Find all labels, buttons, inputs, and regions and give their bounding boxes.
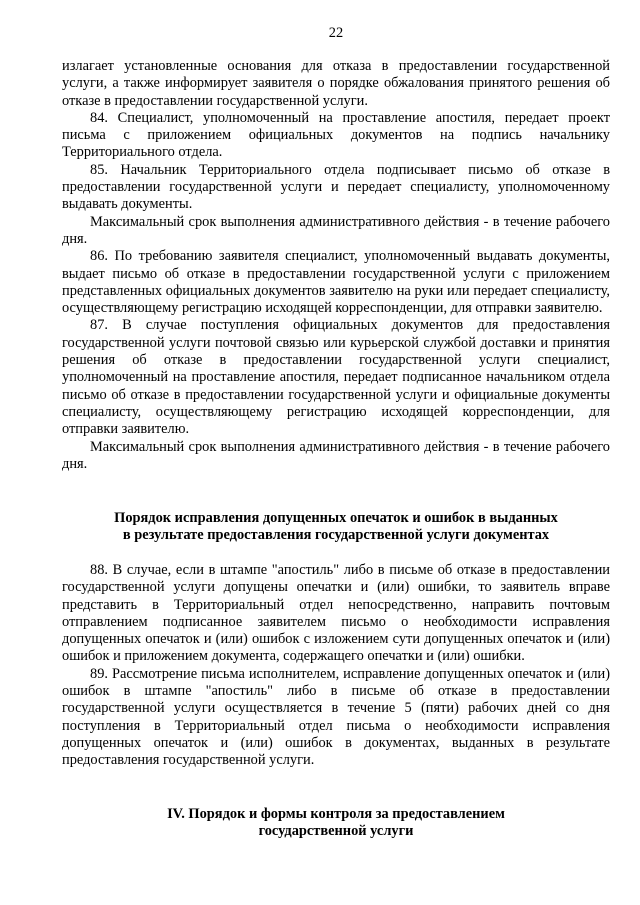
- paragraph-86: 86. По требованию заявителя специалист, уполномоченный выдавать документы, выдает письмо об отказе в предоставлении государственной услуги с приложением представленных официальных документов заявителю на руки или передает специалисту, осуществляющему регистрацию исходящей корреспонденции, для отправки заявителю.: [62, 248, 610, 317]
- paragraph-max-term: Максимальный срок выполнения административного действия - в течение рабочего дня.: [62, 213, 610, 247]
- paragraph-89: 89. Рассмотрение письма исполнителем, исправление допущенных опечаток и (или) ошибок в штампе "апостиль" либо в письме об отказе в предоставлении государственной услуги осуществляется в течение 5 (пяти) рабочих дней со дня поступления в Территориальный отдел письма о необходимости исправления допущенных опечаток и (или) ошибок в документах, выданных в результате предоставления государственной услуги.: [62, 665, 610, 769]
- paragraphs-bottom: [62, 562, 610, 770]
- paragraphs-top: [62, 58, 610, 473]
- paragraph-max-term-2: Максимальный срок выполнения административного действия - в течение рабочего дня.: [62, 438, 610, 472]
- section-heading-line1: Порядок исправления допущенных опечаток и ошибок в выданных: [114, 510, 558, 526]
- paragraph-84: 84. Специалист, уполномоченный на проставление апостиля, передает проект письма с приложением официальных документов на подпись начальнику Территориального отдела.: [62, 109, 610, 161]
- chapter-heading-line1: IV. Порядок и формы контроля за предоставлением: [167, 806, 505, 822]
- paragraph-88: 88. В случае, если в штампе "апостиль" либо в письме об отказе в предоставлении государственной услуги допущены опечатки и (или) ошибки, то заявитель вправе представить в Территориальный отдел непосредственно, направить почтовым отправлением подписанное заявителем письмо о необходимости исправления допущенных опечаток и (или) ошибок с изложением сути допущенных опечаток и (или) ошибок и приложением документа, содержащего опечатки и (или) ошибки.: [62, 562, 610, 665]
- section-heading: [62, 510, 610, 545]
- paragraph-87: 87. В случае поступления официальных документов для предоставления государственной услуги почтовой связью или курьерской службой доставки и принятия решения об отказе в предоставлении государственной услуги специалист, уполномоченный на проставление апостиля, передает подписанное начальником отдела письмо об отказе в предоставлении государственной услуги и официальные документы специалисту, осуществляющему регистрацию исходящей корреспонденции, для отправки заявителю.: [62, 317, 610, 438]
- paragraph: излагает установленные основания для отказа в предоставлении государственной услуги, а также информирует заявителя о порядке обжалования принятого решения об отказе в предоставлении государственной услуги.: [62, 58, 610, 109]
- chapter-heading-line2: государственной услуги: [258, 823, 414, 840]
- section-heading-line2: в результате предоставления государственной услуги документах: [122, 527, 550, 544]
- paragraph-85: 85. Начальник Территориального отдела подписывает письмо об отказе в предоставлении государственной услуги и передает специалисту, уполномоченному выдавать документы.: [62, 161, 610, 213]
- chapter-heading: [62, 806, 610, 841]
- page-number: 22: [328, 25, 344, 41]
